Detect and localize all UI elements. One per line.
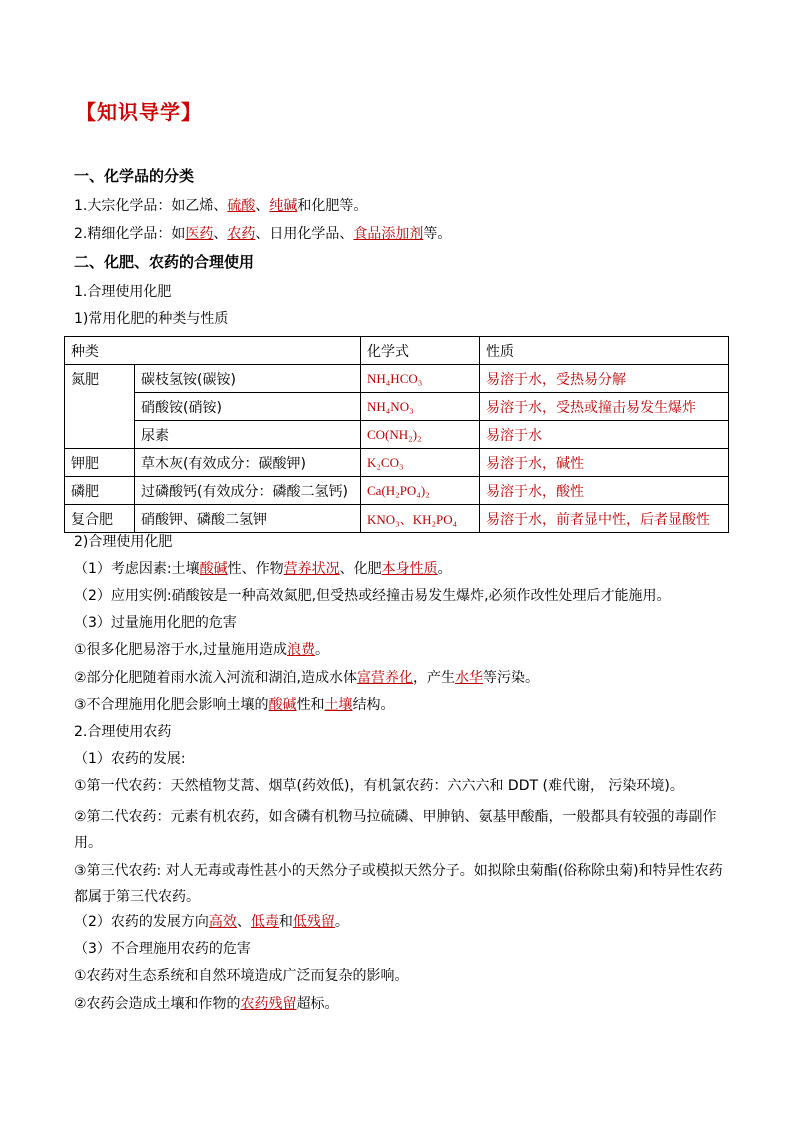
text: 。 [437, 561, 452, 577]
group-cell: 磷肥 [65, 477, 135, 505]
table-row [65, 421, 729, 449]
subheading-fertilizer-types: 1)常用化肥的种类与性质 [74, 311, 229, 327]
property-cell: 易溶于水，酸性 [480, 477, 729, 505]
formula-cell: CO(NH₂)₂ [361, 421, 480, 449]
property-cell: 易溶于水，受热或撞击易发生爆炸 [480, 393, 729, 421]
text: 。 [334, 914, 349, 930]
name-cell: 过磷酸钙(有效成分：磷酸二氢钙) [135, 477, 361, 505]
pesticide-harm-heading: （3）不合理施用农药的危害 [74, 941, 251, 957]
text: ③不合理施用化肥会影响土壤的 [74, 697, 269, 713]
formula-cell: Ca(H₂PO₄)₂ [361, 477, 480, 505]
answer-blank: 食品添加剂 [353, 226, 424, 242]
text: ②部分化肥随着雨水流入河流和湖泊,造成水体 [74, 670, 357, 686]
answer-blank: 低残留 [292, 914, 335, 930]
text: 。 [315, 642, 330, 658]
property-cell: 易溶于水，碱性 [480, 449, 729, 477]
subheading-rational-use: 2)合理使用化肥 [74, 534, 173, 550]
section-title-1: 一、化学品的分类 [74, 167, 195, 185]
text: 超标。 [296, 996, 339, 1012]
answer-blank: 酸碱 [268, 697, 297, 713]
text: ，产生 [413, 670, 455, 686]
text: 1.大宗化学品：如乙烯、 [74, 198, 228, 214]
answer-blank: 医药 [185, 226, 214, 242]
bulk-chemicals-line [74, 196, 367, 216]
text: ②农药会造成土壤和作物的 [74, 996, 241, 1012]
section-title-2: 二、化肥、农药的合理使用 [74, 253, 255, 271]
formula-cell: NH₄NO₃ [361, 393, 480, 421]
generation-3: ③第三代农药: 对人无毒或毒性甚小的天然分子或模拟天然分子。如拟除虫菊酯(俗称除虫菊)和特异性农药都属于第三代农药。 [74, 863, 723, 905]
subheading-pesticide: 2.合理使用农药 [74, 724, 172, 740]
text: 、化肥 [339, 561, 382, 577]
answer-blank: 硫酸 [227, 198, 256, 214]
harm-item-1 [74, 640, 329, 660]
generation-1: ①第一代农药：天然植物艾蒿、烟草(药效低)，有机氯农药：六六六和 DDT (难代谢， 污染环境)。 [74, 778, 684, 794]
text: 、 [236, 914, 251, 930]
fine-chemicals-line [74, 224, 451, 244]
answer-blank: 农药 [227, 226, 256, 242]
text: 、 [213, 226, 228, 242]
answer-blank: 纯碱 [269, 198, 298, 214]
formula-cell: KNO₃、KH₂PO₄ [361, 505, 480, 533]
group-cell: 氮肥 [65, 365, 135, 449]
generation-2: ②第二代农药：元素有机农药，如含磷有机物马拉硫磷、甲胂钠、氨基甲酸酯，一般都具有较强的毒副作用。 [74, 809, 717, 851]
paragraph-factors [74, 559, 452, 579]
text: （1）考虑因素:土壤 [74, 561, 200, 577]
answer-blank: 农药残留 [240, 996, 297, 1012]
name-cell: 草木灰(有效成分：碳酸钾) [135, 449, 361, 477]
fertilizer-table [64, 336, 729, 533]
name-cell: 硝酸钾、磷酸二氢钾 [135, 505, 361, 533]
answer-blank: 水华 [455, 670, 483, 686]
property-cell: 易溶于水，受热易分解 [480, 365, 729, 393]
formula-cell: K₂CO₃ [361, 449, 480, 477]
answer-blank: 富营养化 [357, 670, 413, 686]
paragraph-harm-heading: （3）过量施用化肥的危害 [74, 615, 237, 631]
text: 性和 [296, 697, 325, 713]
text: 等。 [423, 226, 452, 242]
answer-blank: 本身性质 [381, 561, 438, 577]
answer-blank: 土壤 [324, 697, 353, 713]
text: 、日用化学品、 [255, 226, 354, 242]
table-row [65, 449, 729, 477]
group-cell: 复合肥 [65, 505, 135, 533]
text: 等污染。 [483, 670, 539, 686]
harm-item-3 [74, 695, 395, 715]
formula-cell: NH₄HCO₃ [361, 365, 480, 393]
table-header: 种类 [65, 337, 361, 365]
text: 结构。 [352, 697, 395, 713]
text: 2.精细化学品：如 [74, 226, 186, 242]
table-row [65, 505, 729, 533]
paragraph-example: （2）应用实例:硝酸铵是一种高效氮肥,但受热或经撞击易发生爆炸,必须作改性处理后才能施用。 [74, 588, 671, 604]
table-header: 性质 [480, 337, 729, 365]
answer-blank: 酸碱 [199, 561, 228, 577]
name-cell: 尿素 [135, 421, 361, 449]
answer-blank: 营养状况 [283, 561, 340, 577]
name-cell: 碳枝氢铵(碳铵) [135, 365, 361, 393]
property-cell: 易溶于水，前者显中性，后者显酸性 [480, 505, 729, 533]
pesticide-development-heading: （1）农药的发展: [74, 751, 186, 767]
harm-item-2 [74, 668, 539, 688]
page-heading: 【知识导学】 [76, 100, 202, 124]
group-cell: 钾肥 [65, 449, 135, 477]
pesticide-harm-2 [74, 994, 339, 1014]
table-header: 化学式 [361, 337, 480, 365]
text: ①很多化肥易溶于水,过量施用造成 [74, 642, 288, 658]
pesticide-direction [74, 912, 349, 932]
text: 性、作物 [227, 561, 284, 577]
name-cell: 硝酸铵(硝铵) [135, 393, 361, 421]
property-cell: 易溶于水 [480, 421, 729, 449]
text: 和化肥等。 [297, 198, 368, 214]
text: 、 [255, 198, 270, 214]
text: 和 [278, 914, 293, 930]
table-row [65, 477, 729, 505]
table-header-row [65, 337, 729, 365]
pesticide-harm-1: ①农药对生态系统和自然环境造成广泛而复杂的影响。 [74, 968, 409, 984]
answer-blank: 低毒 [250, 914, 279, 930]
table-row [65, 393, 729, 421]
text: （2）农药的发展方向 [74, 914, 209, 930]
answer-blank: 高效 [208, 914, 237, 930]
subheading-fertilizer: 1.合理使用化肥 [74, 284, 172, 300]
answer-blank: 浪费 [287, 642, 316, 658]
table-row [65, 365, 729, 393]
